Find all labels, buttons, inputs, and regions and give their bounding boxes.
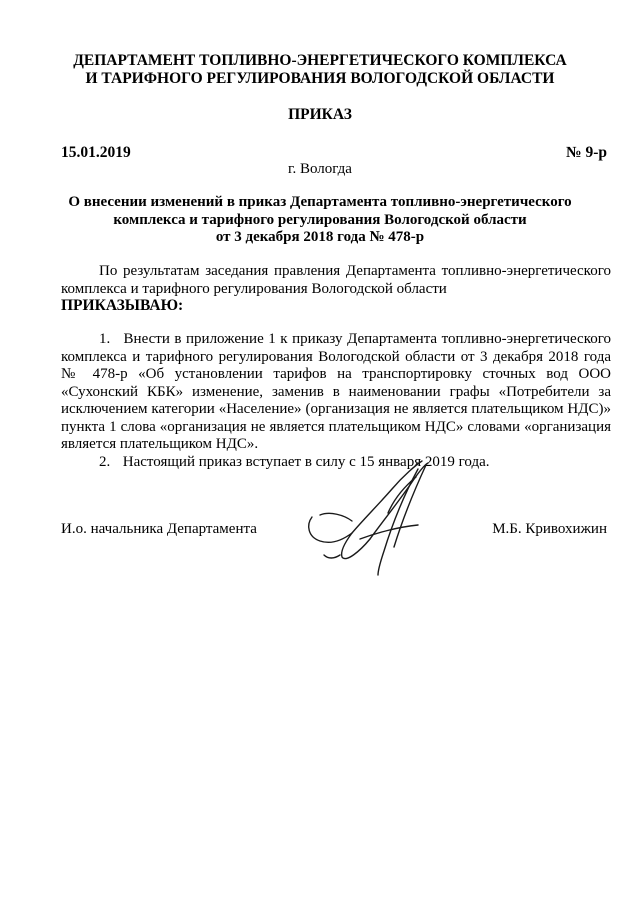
handwritten-signature-icon [300, 455, 450, 580]
document-type: ПРИКАЗ [288, 106, 352, 123]
subject-line1: О внесении изменений в приказ Департамента топливно-энергетического [68, 194, 572, 210]
order-item-text: Настоящий приказ вступает в силу с 15 января 2019 года. [122, 453, 490, 470]
department-title-line2: И ТАРИФНОГО РЕГУЛИРОВАНИЯ ВОЛОГОДСКОЙ ОБЛАСТИ [85, 70, 555, 87]
department-title-line1: ДЕПАРТАМЕНТ ТОПЛИВНО-ЭНЕРГЕТИЧЕСКОГО КОМПЛЕКСА [73, 52, 567, 69]
order-item-number: 2. [99, 453, 111, 470]
department-title [40, 52, 600, 88]
order-number: № 9-р [566, 144, 607, 161]
order-item [61, 331, 611, 454]
order-items [61, 331, 611, 471]
order-date: 15.01.2019 [61, 144, 131, 161]
subject-line3: от 3 декабря 2018 года № 478-р [215, 229, 425, 245]
subject-line2: комплекса и тарифного регулирования Вологодской области [113, 211, 527, 228]
order-subject [40, 194, 600, 247]
preamble-paragraph: По результатам заседания правления Департамента топливно-энергетического комплекса и тарифного регулирования Вологодской области [61, 263, 611, 297]
signer-title: И.о. начальника Департамента [61, 521, 257, 537]
order-item-number: 1. [99, 331, 111, 347]
order-item-text: Внести в приложение 1 к приказу Департамента топливно-энергетического комплекса и тарифного регулирования Вологодской области от 3 декабря 2018 года № 478-р «Об установлении тарифов на транспортировку сточных вод ООО «Сухонский КБК» изменение, заменив в наименовании графы «Потребители за исключением категории «Население» (организация не является плательщиком НДС)» пункта 1 слова «организация не является плательщиком НДС» словами «организация является плательщиком НДС». [61, 331, 611, 452]
order-city: г. Вологда [288, 161, 352, 177]
order-word: ПРИКАЗЫВАЮ: [61, 297, 184, 314]
signer-name: М.Б. Кривохижин [492, 521, 607, 537]
